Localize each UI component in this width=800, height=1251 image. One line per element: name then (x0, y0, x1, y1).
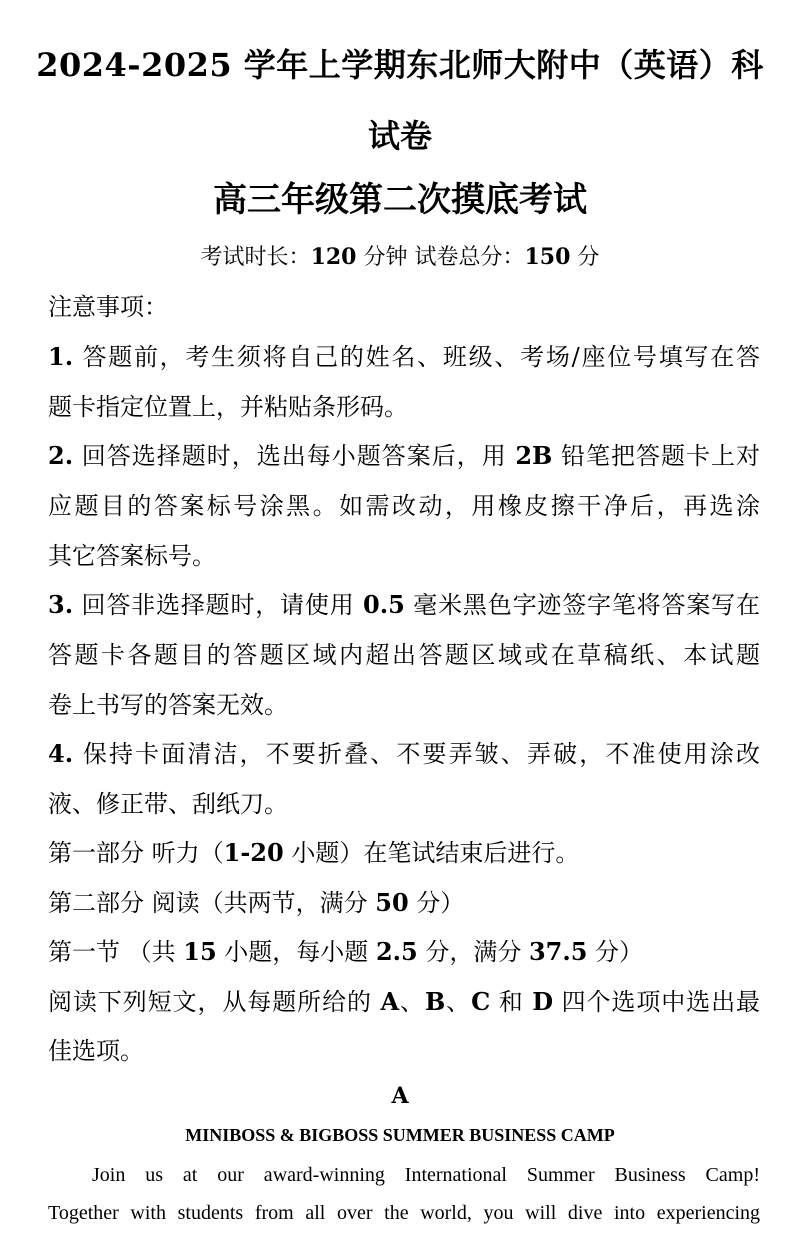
note-item-1-line-1: 1. 答题前，考生须将自己的姓名、班级、考场/座位号填写在答 (48, 342, 760, 371)
note-item-4-line-1: 4. 保持卡面清洁，不要折叠、不要弄皱、弄破，不准使用涂改 (48, 739, 760, 768)
notes-heading: 注意事项： (48, 293, 168, 321)
exam-title-line2: 试卷 (367, 117, 432, 155)
note-item-3-line-3: 卷上书写的答案无效。 (48, 691, 288, 719)
part-two-reading: 第二部分 阅读（共两节，满分 50 分） (48, 888, 465, 917)
score-unit: 分 (570, 245, 600, 270)
note-item-3-line-1: 3. 回答非选择题时，请使用 0.5 毫米黑色字迹签字笔将答案写在 (48, 590, 760, 619)
section-one-info: 第一节 （共 15 小题，每小题 2.5 分，满分 37.5 分） (48, 937, 644, 966)
reading-instruction-line-1: 阅读下列短文，从每题所给的 A、B、C 和 D 四个选项中选出最 (48, 987, 761, 1016)
exam-title-line1: 2024-2025 学年上学期东北师大附中（英语）科 (36, 46, 764, 84)
note-item-2-line-3: 其它答案标号。 (48, 542, 216, 570)
passage-title: MINIBOSS & BIGBOSS SUMMER BUSINESS CAMP (185, 1125, 615, 1145)
note-item-4-line-2: 液、修正带、刮纸刀。 (48, 790, 288, 818)
reading-instruction-line-2: 佳选项。 (48, 1037, 144, 1065)
note-item-1-line-2: 题卡指定位置上，并粘贴条形码。 (48, 393, 408, 421)
passage-letter: A (391, 1083, 409, 1109)
duration-unit: 分钟 试卷总分： (356, 245, 525, 270)
passage-line-1: Join us at our award-winning International Summer Business Camp! (92, 1164, 760, 1186)
score-value: 150 (524, 244, 571, 270)
note-item-2-line-2: 应题目的答案标号涂黑。如需改动，用橡皮擦干净后，再选涂 (48, 492, 760, 520)
duration-value: 120 (310, 244, 357, 270)
note-item-3-line-2: 答题卡各题目的答题区域内超出答题区域或在草稿纸、本试题 (48, 641, 760, 669)
duration-label: 考试时长： (200, 245, 311, 270)
note-item-2-line-1: 2. 回答选择题时，选出每小题答案后，用 2B 铅笔把答题卡上对 (48, 441, 760, 470)
passage-line-2: Together with students from all over the world, you will dive into experiencing (48, 1202, 760, 1224)
part-one-listening: 第一部分 听力（1-20 小题）在笔试结束后进行。 (48, 838, 580, 867)
exam-subtitle: 高三年级第二次摸底考试 (213, 180, 587, 220)
exam-info (0, 240, 800, 271)
